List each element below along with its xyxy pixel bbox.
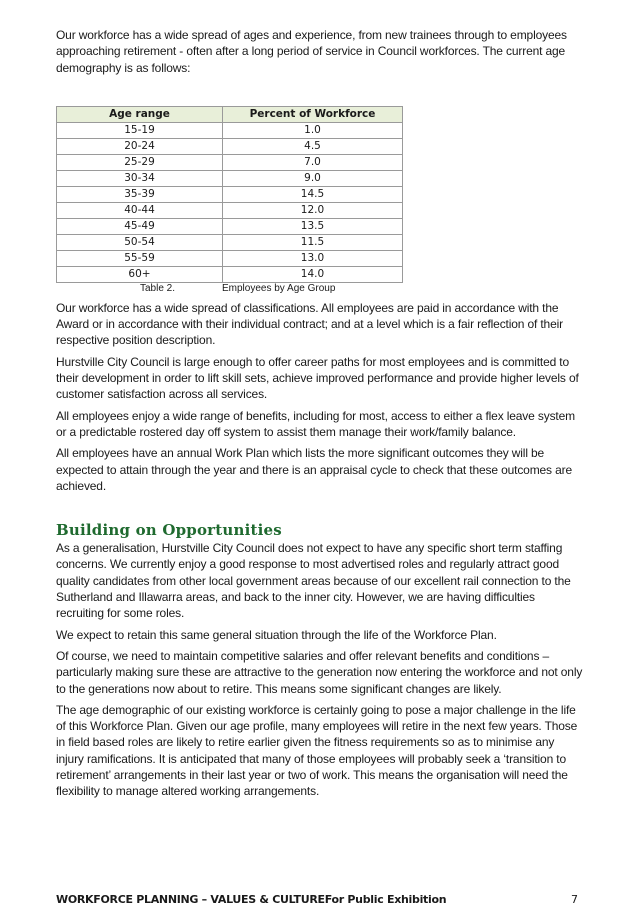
table-caption: [56, 283, 403, 300]
column-header-percent: Percent of Workforce: [223, 106, 403, 122]
body-paragraph: All employees have an annual Work Plan which lists the more significant outcomes they will be expected to attain through the year and there is an appraisal cycle to check that these outcomes are achieved.: [56, 446, 572, 493]
age-range-cell: 50-54: [57, 234, 223, 250]
age-range-cell: 60+: [57, 266, 223, 282]
percent-cell: 11.5: [223, 234, 403, 250]
percent-cell: 7.0: [223, 154, 403, 170]
table-caption-title: Employees by Age Group: [222, 282, 336, 294]
percent-cell: 4.5: [223, 138, 403, 154]
table-row: [57, 186, 403, 202]
table-row: [57, 154, 403, 170]
table-row: [57, 138, 403, 154]
body-paragraph: Hurstville City Council is large enough to offer career paths for most employees and is committed to their development in order to lift skill sets, achieve improved performance and provide higher levels of customer satisfaction across all services.: [56, 354, 579, 402]
body-paragraph: As a generalisation, Hurstville City Council does not expect to have any specific short term staffing concerns. We currently enjoy a good response to most advertised roles and regularly attract good quality candidates from other local government areas because of our excellent rail connection to the Sutherland and Illawarra areas, and back to the inner city. However, we are having difficulties recruiting for some roles.: [56, 541, 571, 621]
body-paragraph: All employees enjoy a wide range of benefits, including for most, access to either a flex leave system or a predictable rostered day off system to assist them manage their work/family balance.: [56, 408, 575, 439]
age-range-cell: 40-44: [57, 202, 223, 218]
body-paragraph: Of course, we need to maintain competitive salaries and offer relevant benefits and conditions – particularly making sure these are attractive to the generation now entering the workforce and not only to the generations now about to retire. This means some significant changes are likely.: [56, 648, 583, 696]
age-range-cell: 30-34: [57, 170, 223, 186]
age-table: [56, 106, 403, 283]
age-range-cell: 25-29: [57, 154, 223, 170]
age-range-cell: 35-39: [57, 186, 223, 202]
column-header-age-range: Age range: [57, 106, 223, 122]
table-row: [57, 202, 403, 218]
document-page: [56, 27, 584, 805]
percent-cell: 14.5: [223, 186, 403, 202]
body-paragraph: We expect to retain this same general situation through the life of the Workforce Plan.: [56, 627, 497, 642]
age-range-cell: 55-59: [57, 250, 223, 266]
age-range-cell: 20-24: [57, 138, 223, 154]
table-row: [57, 250, 403, 266]
footer-title: WORKFORCE PLANNING – VALUES & CULTUREFor Public Exhibition: [56, 893, 447, 906]
section-heading: Building on Opportunities: [56, 521, 282, 540]
percent-cell: 12.0: [223, 202, 403, 218]
table-row: [57, 218, 403, 234]
percent-cell: 13.5: [223, 218, 403, 234]
table-row: [57, 170, 403, 186]
age-range-cell: 45-49: [57, 218, 223, 234]
body-paragraph: Our workforce has a wide spread of classifications. All employees are paid in accordance with the Award or in accordance with their individual contract; and at a level which is a fair reflection of their respective position description.: [56, 300, 563, 348]
table-header-row: [57, 106, 403, 122]
percent-cell: 13.0: [223, 250, 403, 266]
table-row: [57, 122, 403, 138]
percent-cell: 9.0: [223, 170, 403, 186]
age-range-cell: 15-19: [57, 122, 223, 138]
table-row: [57, 266, 403, 282]
body-paragraph: The age demographic of our existing workforce is certainly going to pose a major challenge in the life of this Workforce Plan. Given our age profile, many employees will retire in the next few years. Those in field based roles are likely to retire earlier given the fitness requirements so as to minimise any injury ramifications. It is anticipated that many of those employees will probably seek a ‘transition to retirement’ arrangements in their last year or two of work. This means the organisation will need the flexibility to manage altered working arrangements.: [56, 702, 578, 799]
page-number: 7: [571, 893, 578, 906]
table-caption-number: Table 2.: [140, 282, 176, 294]
percent-cell: 1.0: [223, 122, 403, 138]
intro-paragraph: Our workforce has a wide spread of ages and experience, from new trainees through to employees approaching retirement - often after a long period of service in Council workforces. The current age demography is as follows:: [56, 28, 567, 75]
table-row: [57, 234, 403, 250]
percent-cell: 14.0: [223, 266, 403, 282]
